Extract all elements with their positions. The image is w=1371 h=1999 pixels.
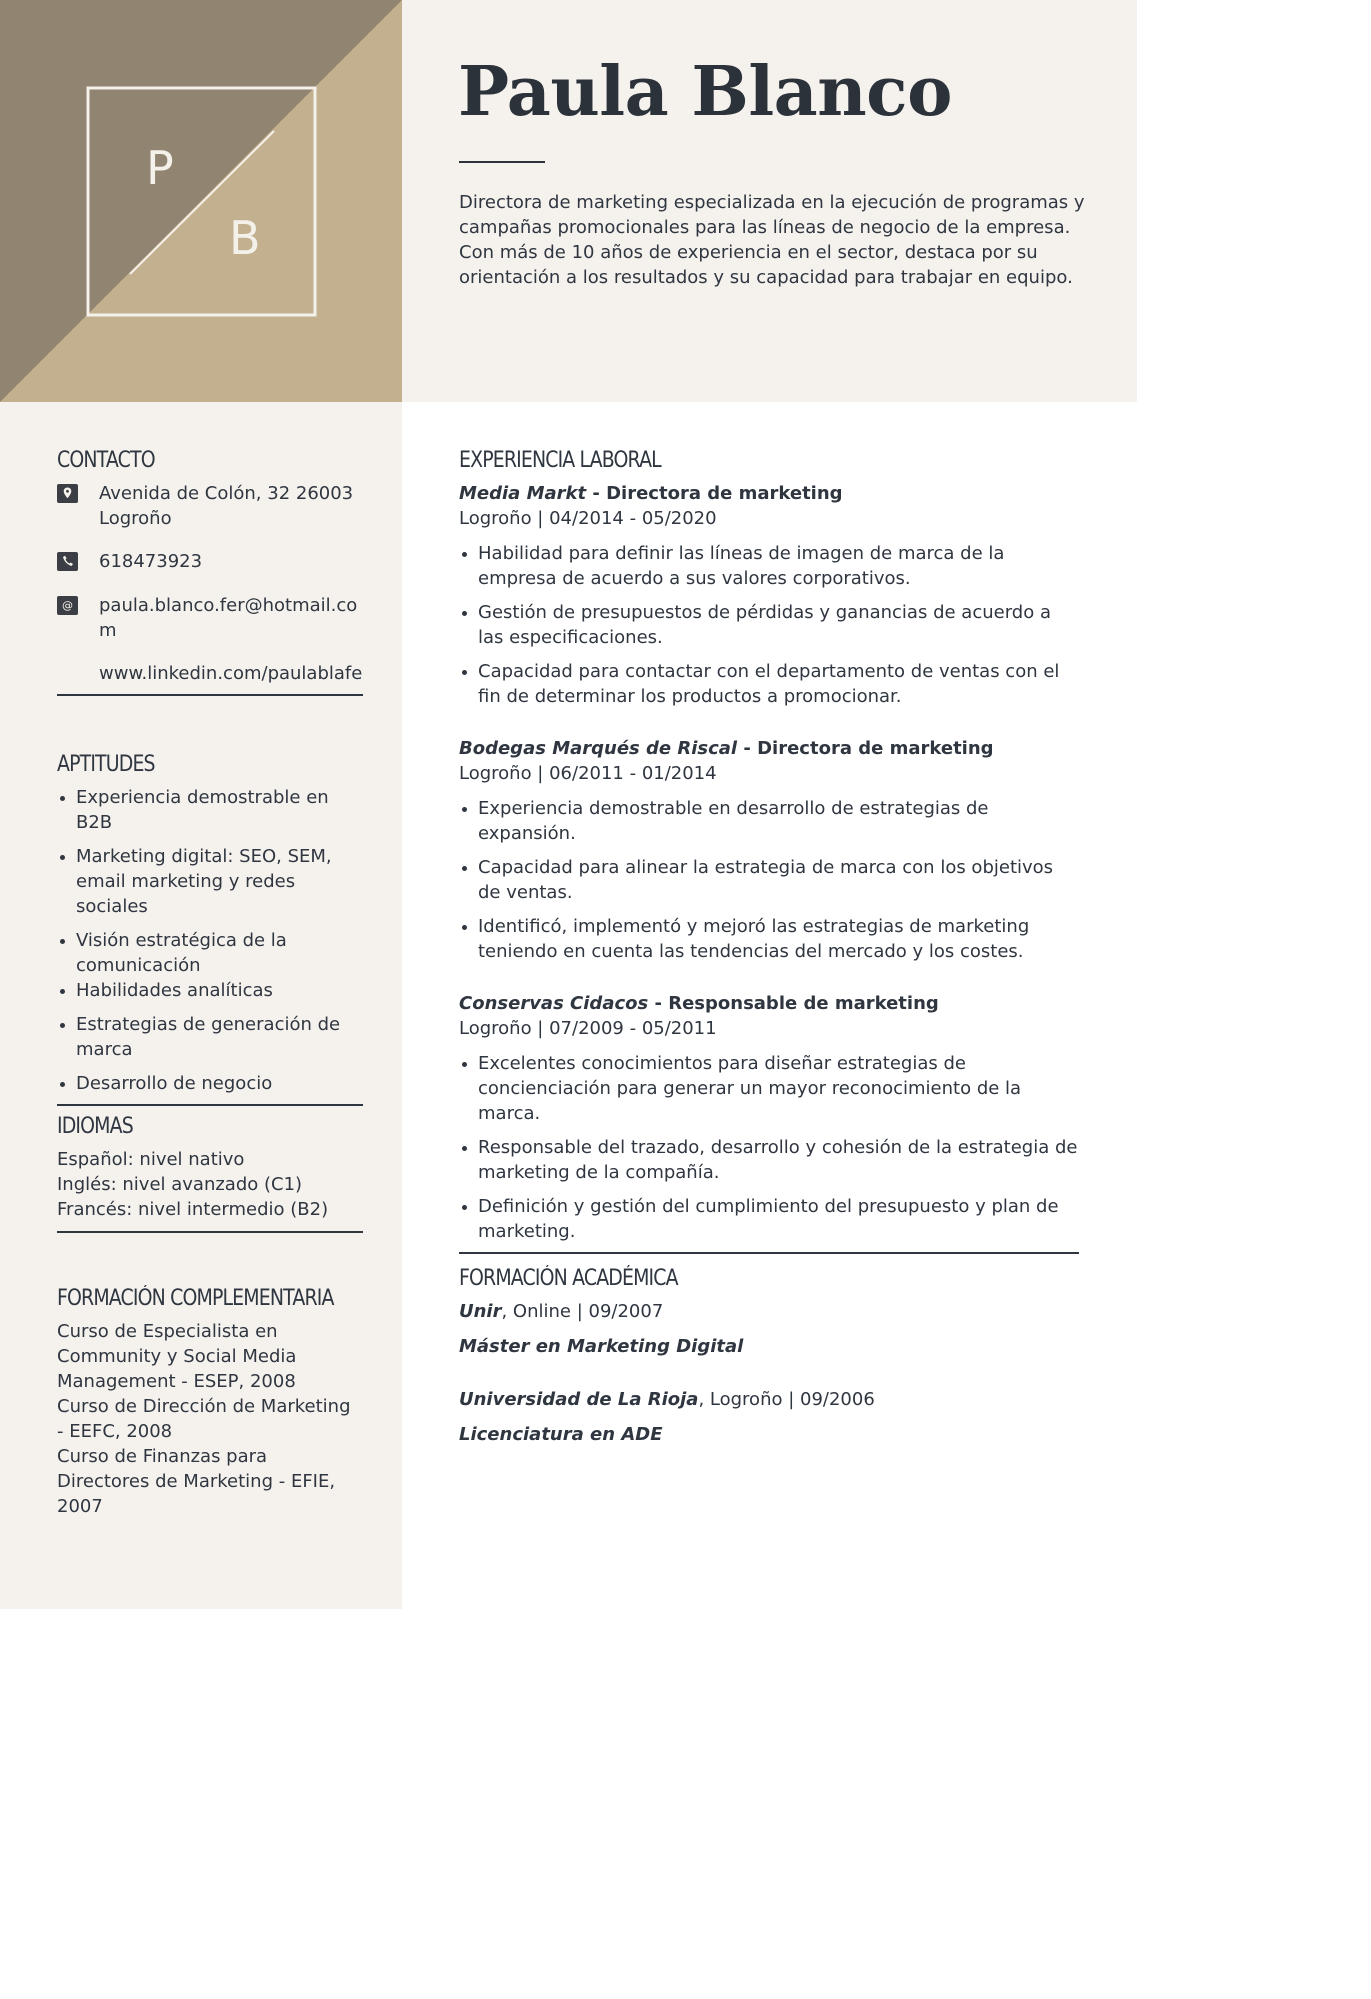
- job-bullets: [459, 796, 1079, 964]
- education-entry: [459, 1299, 1079, 1359]
- skill-item: Visión estratégica de la comunicación: [57, 928, 363, 978]
- email-line-2[interactable]: m: [99, 620, 117, 641]
- job-role: - Responsable de marketing: [648, 993, 939, 1014]
- job-meta: Logroño | 07/2009 - 05/2011: [459, 1018, 717, 1039]
- skills-list: [57, 785, 363, 1096]
- contact-section: [57, 448, 363, 696]
- contact-address: [57, 481, 363, 531]
- job-bullets: [459, 1051, 1079, 1244]
- page-title: Paula Blanco: [458, 52, 952, 132]
- job-entry: [459, 991, 1079, 1244]
- training-section: [57, 1286, 377, 1519]
- monogram-letter-p: P: [146, 141, 174, 195]
- job-bullet: Capacidad para alinear la estrategia de marca con los objetivos de ventas.: [459, 855, 1079, 905]
- address-line-2: Logroño: [99, 508, 172, 529]
- education-details: , Online | 09/2007: [501, 1301, 664, 1322]
- contact-linkedin: [57, 661, 363, 686]
- education-details: , Logroño | 09/2006: [698, 1389, 875, 1410]
- education-line: [459, 1299, 1079, 1324]
- education-degree: Máster en Marketing Digital: [459, 1336, 744, 1357]
- monogram-block: [0, 0, 402, 402]
- monogram-letter-b: B: [229, 211, 261, 265]
- education-entry: [459, 1387, 1079, 1447]
- education-section: [459, 1266, 1079, 1447]
- job-bullet: Definición y gestión del cumplimiento del presupuesto y plan de marketing.: [459, 1194, 1079, 1244]
- training-item: Curso de Finanzas para Directores de Marketing - EFIE, 2007: [57, 1446, 336, 1517]
- job-company: Conservas Cidacos: [459, 993, 649, 1014]
- training-heading: FORMACIÓN COMPLEMENTARIA: [57, 1286, 334, 1311]
- profile-summary: Directora de marketing especializada en la ejecución de programas y campañas promocionales para las líneas de negocio de la empresa. Con más de 10 años de experiencia en el sector, destaca por su orientación a los resultados y su capacidad para trabajar en equipo.: [459, 192, 1085, 288]
- experience-heading: EXPERIENCIA LABORAL: [459, 448, 661, 473]
- email-icon: @: [57, 596, 78, 615]
- education-line: [459, 1387, 1079, 1412]
- sidebar: [0, 402, 402, 1609]
- skills-section: [57, 752, 363, 1106]
- job-bullet: Capacidad para contactar con el departamento de ventas con el fin de determinar los productos a promocionar.: [459, 659, 1079, 709]
- skill-item: Experiencia demostrable en B2B: [57, 785, 363, 835]
- job-bullets: [459, 541, 1079, 709]
- skills-heading: APTITUDES: [57, 752, 155, 777]
- job-company: Media Markt: [459, 483, 587, 504]
- phone-number[interactable]: 618473923: [99, 551, 203, 572]
- job-role: - Directora de marketing: [737, 738, 994, 759]
- job-title: [459, 736, 1079, 761]
- job-company: Bodegas Marqués de Riscal: [459, 738, 738, 759]
- phone-icon: [57, 552, 78, 571]
- header: [402, 0, 1137, 402]
- languages-heading: IDIOMAS: [57, 1114, 133, 1139]
- skills-divider: [57, 1104, 363, 1106]
- languages-section: [57, 1114, 363, 1233]
- training-item: Curso de Dirección de Marketing - EEFC, 2008: [57, 1396, 351, 1442]
- monogram-background: [0, 0, 402, 402]
- job-bullet: Responsable del trazado, desarrollo y cohesión de la estrategia de marketing de la compañía.: [459, 1135, 1079, 1185]
- education-degree: Licenciatura en ADE: [459, 1424, 663, 1445]
- job-meta: Logroño | 04/2014 - 05/2020: [459, 508, 717, 529]
- address-line-1: Avenida de Colón, 32 26003: [99, 483, 354, 504]
- job-bullet: Identificó, implementó y mejoró las estrategias de marketing teniendo en cuenta las tendencias del mercado y los costes.: [459, 914, 1079, 964]
- job-title: [459, 481, 1079, 506]
- education-heading: FORMACIÓN ACADÉMICA: [459, 1266, 678, 1291]
- skill-item: Marketing digital: SEO, SEM, email marketing y redes sociales: [57, 844, 363, 919]
- experience-divider: [459, 1252, 1079, 1254]
- education-institution: Universidad de La Rioja: [459, 1389, 699, 1410]
- language-item: Inglés: nivel avanzado (C1): [57, 1174, 303, 1195]
- skill-item: Estrategias de generación de marca: [57, 1012, 363, 1062]
- skill-item: Desarrollo de negocio: [57, 1071, 363, 1096]
- contact-phone: [57, 549, 363, 574]
- contact-email: [57, 593, 363, 643]
- contact-heading: CONTACTO: [57, 448, 155, 473]
- job-meta: Logroño | 06/2011 - 01/2014: [459, 763, 717, 784]
- job-bullet: Experiencia demostrable en desarrollo de estrategias de expansión.: [459, 796, 1079, 846]
- job-role: - Directora de marketing: [586, 483, 843, 504]
- job-entry: [459, 736, 1079, 964]
- skill-item: Habilidades analíticas: [57, 978, 363, 1003]
- location-pin-icon: [57, 484, 78, 503]
- linkedin-link[interactable]: www.linkedin.com/paulablafe: [99, 663, 363, 684]
- education-institution: Unir: [459, 1301, 502, 1322]
- job-title: [459, 991, 1079, 1016]
- email-line-1[interactable]: paula.blanco.fer@hotmail.co: [99, 595, 358, 616]
- language-item: Francés: nivel intermedio (B2): [57, 1199, 329, 1220]
- languages-divider: [57, 1231, 363, 1233]
- job-bullet: Gestión de presupuestos de pérdidas y ganancias de acuerdo a las especificaciones.: [459, 600, 1079, 650]
- name-divider: [459, 161, 545, 163]
- contact-divider: [57, 694, 363, 696]
- experience-section: [459, 448, 1079, 1254]
- job-bullet: Excelentes conocimientos para diseñar estrategias de concienciación para generar un mayor reconocimiento de la marca.: [459, 1051, 1079, 1126]
- training-item: Curso de Especialista en Community y Social Media Management - ESEP, 2008: [57, 1321, 297, 1392]
- language-item: Español: nivel nativo: [57, 1149, 245, 1170]
- job-bullet: Habilidad para definir las líneas de imagen de marca de la empresa de acuerdo a sus valores corporativos.: [459, 541, 1079, 591]
- job-entry: [459, 481, 1079, 709]
